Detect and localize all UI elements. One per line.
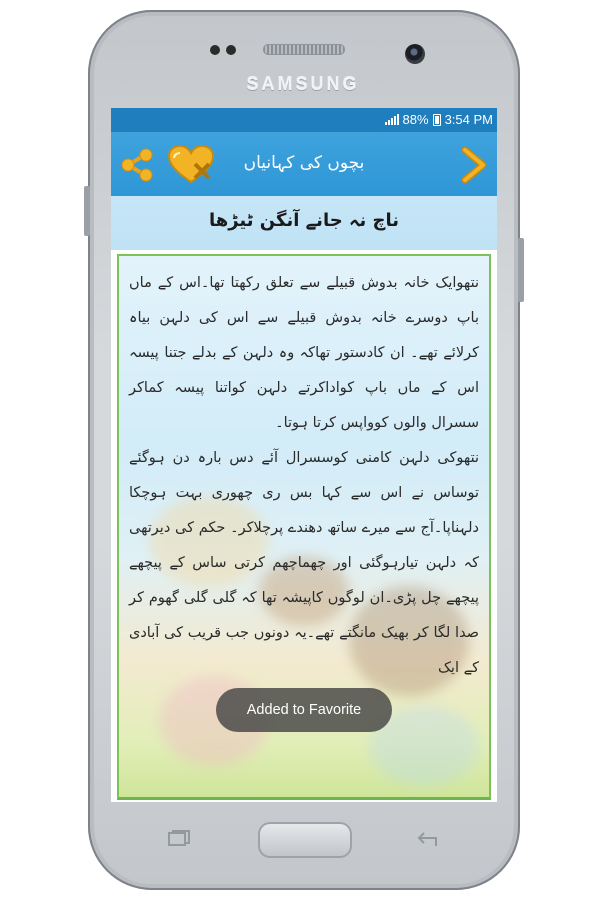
story-text xyxy=(129,266,479,686)
share-button[interactable] xyxy=(119,148,155,182)
battery-icon xyxy=(433,114,441,126)
screen xyxy=(111,108,497,802)
app-bar xyxy=(111,132,497,196)
status-indicators xyxy=(385,112,493,127)
sensor-dot xyxy=(210,45,220,55)
heart-favorite-icon xyxy=(165,144,217,186)
toast-message: Added to Favorite xyxy=(216,688,392,732)
sensor-dot xyxy=(226,45,236,55)
clock: 3:54 PM xyxy=(444,112,493,127)
battery-percent: 88% xyxy=(402,112,429,127)
app-title: بچوں کی کہانیاں xyxy=(243,153,365,173)
share-icon xyxy=(119,148,155,182)
back-icon xyxy=(414,830,440,850)
home-button[interactable] xyxy=(258,822,352,858)
earpiece-speaker xyxy=(263,44,345,55)
volume-button xyxy=(84,186,90,236)
recent-apps-icon xyxy=(166,830,192,850)
status-bar xyxy=(111,108,497,132)
story-title: ناچ نہ جانے آنگن ٹیڑھا xyxy=(208,210,400,231)
front-camera xyxy=(405,44,425,64)
signal-icon xyxy=(385,114,399,125)
favorite-button[interactable] xyxy=(165,144,217,186)
story-paragraph: نتھوکی دلہن کامنی کوسسرال آئے دس بارہ دن ہوگئے توساس نے اس سے کہا بس ری چھوری بہت ہوچکا دلہناپا۔آج سے میرے ساتھ دھندے پرچلاکر۔ حکم کی دیرتھی کہ دلہن تیارہوگئی اور چھماچھم کرتی ساس کے پیچھے پیچھے چل پڑی۔ان لوگوں کاپیشہ تھا کہ گلی گلی گھوم کر صدا لگا کر بھیک مانگتے تھے۔یہ دونوں جب قریب کی آبادی کے ایک xyxy=(129,450,479,676)
next-story-button[interactable] xyxy=(457,146,491,184)
power-button xyxy=(518,238,524,302)
story-header xyxy=(111,196,497,250)
chevron-right-icon xyxy=(457,146,491,184)
brand-logo: SAMSUNG xyxy=(246,74,360,94)
story-paragraph: نتھوایک خانہ بدوش قبیلے سے تعلق رکھتا تھا۔اس کے ماں باپ دوسرے خانہ بدوش قبیلے سے اس کی دلہن بیاہ کرلائے تھے۔ ان کادستور تھاکہ وہ دلہن کے بدلے جتنا پیسہ اس کے ماں باپ کواداکرتے دلہن کواتنا پیسہ کماکر سسرال والوں کوواپس کرتا ہوتا۔ xyxy=(129,275,479,431)
